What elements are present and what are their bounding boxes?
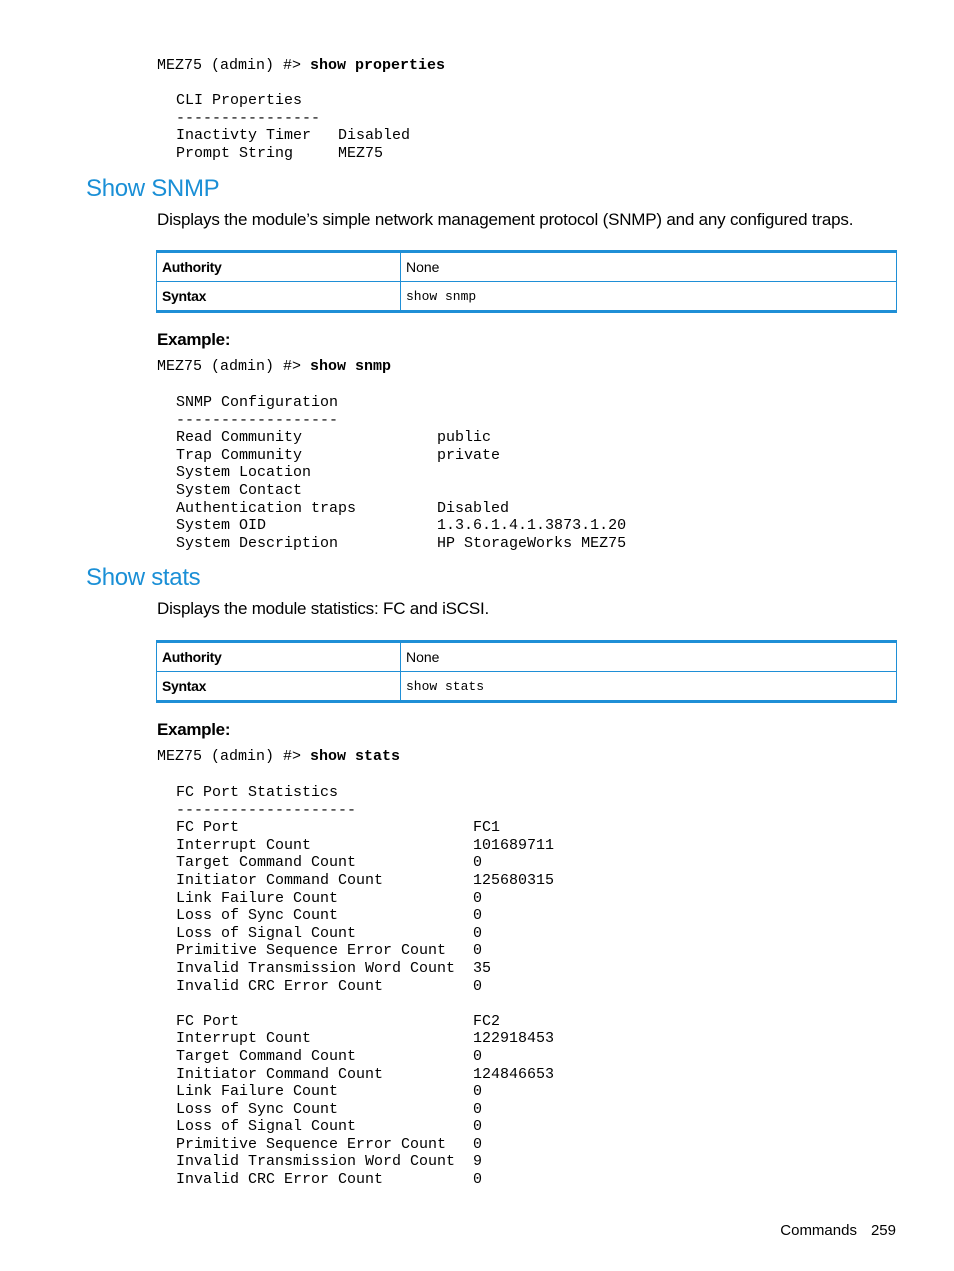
snmp-example-label: Example: xyxy=(157,330,231,349)
authority-row xyxy=(157,642,897,672)
syntax-row xyxy=(157,282,897,312)
properties-output: CLI Properties ---------------- Inactivty Timer Disabled Prompt String MEZ75 xyxy=(176,92,411,162)
footer-section: Commands xyxy=(780,1222,857,1239)
authority-value: None xyxy=(401,642,897,672)
cli-command: show stats xyxy=(310,748,401,765)
syntax-label: Syntax xyxy=(157,282,401,312)
cli-prompt: MEZ75 (admin) #> xyxy=(157,358,311,375)
syntax-label: Syntax xyxy=(157,672,401,702)
section-heading-show-snmp: Show SNMP xyxy=(86,175,220,202)
page-number: 259 xyxy=(870,1222,896,1239)
cli-prompt: MEZ75 (admin) #> xyxy=(157,748,311,765)
authority-label: Authority xyxy=(157,642,401,672)
properties-command-line xyxy=(157,57,445,75)
stats-output: FC Port Statistics -------------------- FC Port FC1 Interrupt Count 101689711 Target Command Count 0 Initiator Command Count 125680315 Link Failure Count 0 Loss of Sync Count 0 Loss of Signal Count 0 Primitive Sequence Error Count 0 Invalid Transmission Word Count 35 Invalid CRC Error Count 0 FC Port FC2 Interrupt Count 122918453 Target Command Count 0 Initiator Command Count 124846653 Link Failure Count 0 Loss of Sync Count 0 Loss of Signal Count 0 Primitive Sequence Error Count 0 Invalid Transmission Word Count 9 Invalid CRC Error Count 0 xyxy=(176,784,555,1189)
cli-command: show properties xyxy=(310,57,446,74)
syntax-value: show stats xyxy=(401,672,897,702)
authority-label: Authority xyxy=(157,252,401,282)
stats-info-table xyxy=(156,640,897,703)
authority-row xyxy=(157,252,897,282)
section-heading-show-stats: Show stats xyxy=(86,564,201,591)
snmp-command-line xyxy=(157,358,391,376)
stats-description: Displays the module statistics: FC and iSCSI. xyxy=(157,599,490,618)
cli-command: show snmp xyxy=(310,358,392,375)
snmp-info-table xyxy=(156,250,897,313)
stats-example-label: Example: xyxy=(157,720,231,739)
stats-command-line xyxy=(157,748,400,766)
syntax-value: show snmp xyxy=(401,282,897,312)
page-footer xyxy=(780,1222,896,1239)
snmp-description: Displays the module’s simple network management protocol (SNMP) and any configured traps. xyxy=(157,210,854,229)
syntax-row xyxy=(157,672,897,702)
authority-value: None xyxy=(401,252,897,282)
cli-prompt: MEZ75 (admin) #> xyxy=(157,57,311,74)
snmp-output: SNMP Configuration ------------------ Read Community public Trap Community private System Location System Contact Authentication traps Disabled System OID 1.3.6.1.4.1.3873.1.20 System Description HP StorageWorks MEZ75 xyxy=(176,394,627,552)
